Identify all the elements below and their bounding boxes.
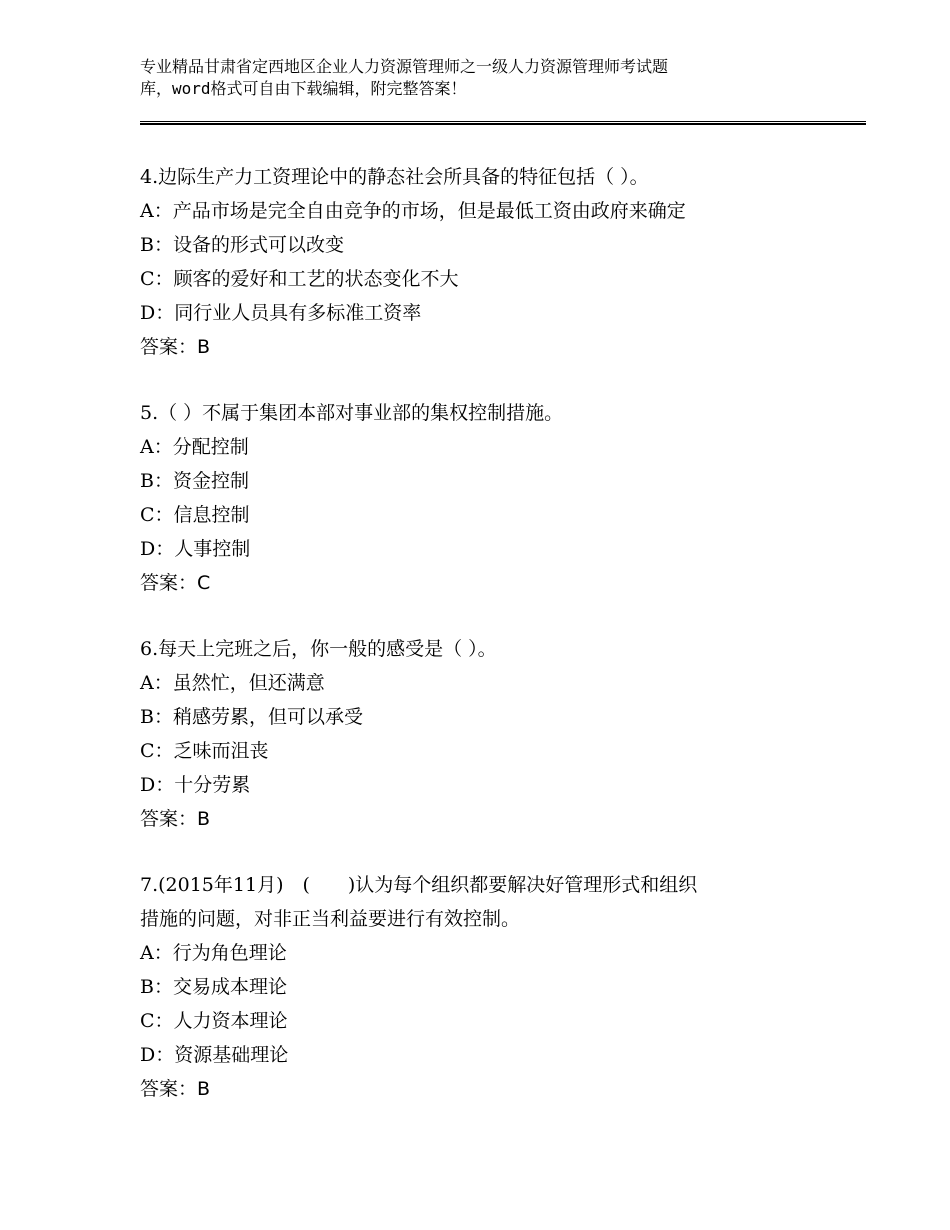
option-b: B：交易成本理论	[140, 976, 287, 998]
document-header	[140, 56, 780, 100]
header-divider-thick	[140, 123, 866, 125]
option-a: A：行为角色理论	[140, 942, 287, 964]
question-6	[140, 632, 840, 836]
option-c: C：人力资本理论	[140, 1010, 288, 1032]
option-a: A：虽然忙，但还满意	[140, 672, 325, 694]
header-line-1: 专业精品甘肃省定西地区企业人力资源管理师之一级人力资源管理师考试题	[140, 57, 669, 76]
option-d: D：十分劳累	[140, 774, 251, 796]
header-line-2: 库，word格式可自由下载编辑，附完整答案！	[140, 79, 467, 98]
question-stem-line-1: 7.(2015年11月) ( )认为每个组织都要解决好管理形式和组织	[140, 874, 698, 896]
option-c: C：乏味而沮丧	[140, 740, 269, 762]
option-c: C：顾客的爱好和工艺的状态变化不大	[140, 268, 459, 290]
question-stem: 6.每天上完班之后，你一般的感受是（ ）。	[140, 638, 497, 660]
option-a: A：产品市场是完全自由竞争的市场，但是最低工资由政府来确定	[140, 200, 686, 222]
question-list	[140, 160, 840, 1138]
question-stem: 5.（ ）不属于集团本部对事业部的集权控制措施。	[140, 402, 564, 424]
option-b: B：稍感劳累，但可以承受	[140, 706, 363, 728]
question-7	[140, 868, 840, 1106]
option-a: A：分配控制	[140, 436, 249, 458]
question-stem-line-2: 措施的问题，对非正当利益要进行有效控制。	[140, 908, 521, 930]
question-stem: 4.边际生产力工资理论中的静态社会所具备的特征包括（ ）。	[140, 166, 649, 188]
answer-label: 答案：B	[140, 1078, 211, 1100]
question-5	[140, 396, 840, 600]
option-b: B：设备的形式可以改变	[140, 234, 344, 256]
option-d: D：同行业人员具有多标准工资率	[140, 302, 422, 324]
option-b: B：资金控制	[140, 470, 249, 492]
header-divider-thin	[140, 121, 866, 122]
answer-label: 答案：B	[140, 336, 211, 358]
option-c: C：信息控制	[140, 504, 250, 526]
option-d: D：资源基础理论	[140, 1044, 289, 1066]
answer-label: 答案：C	[140, 572, 211, 594]
answer-label: 答案：B	[140, 808, 211, 830]
question-4	[140, 160, 840, 364]
option-d: D：人事控制	[140, 538, 251, 560]
